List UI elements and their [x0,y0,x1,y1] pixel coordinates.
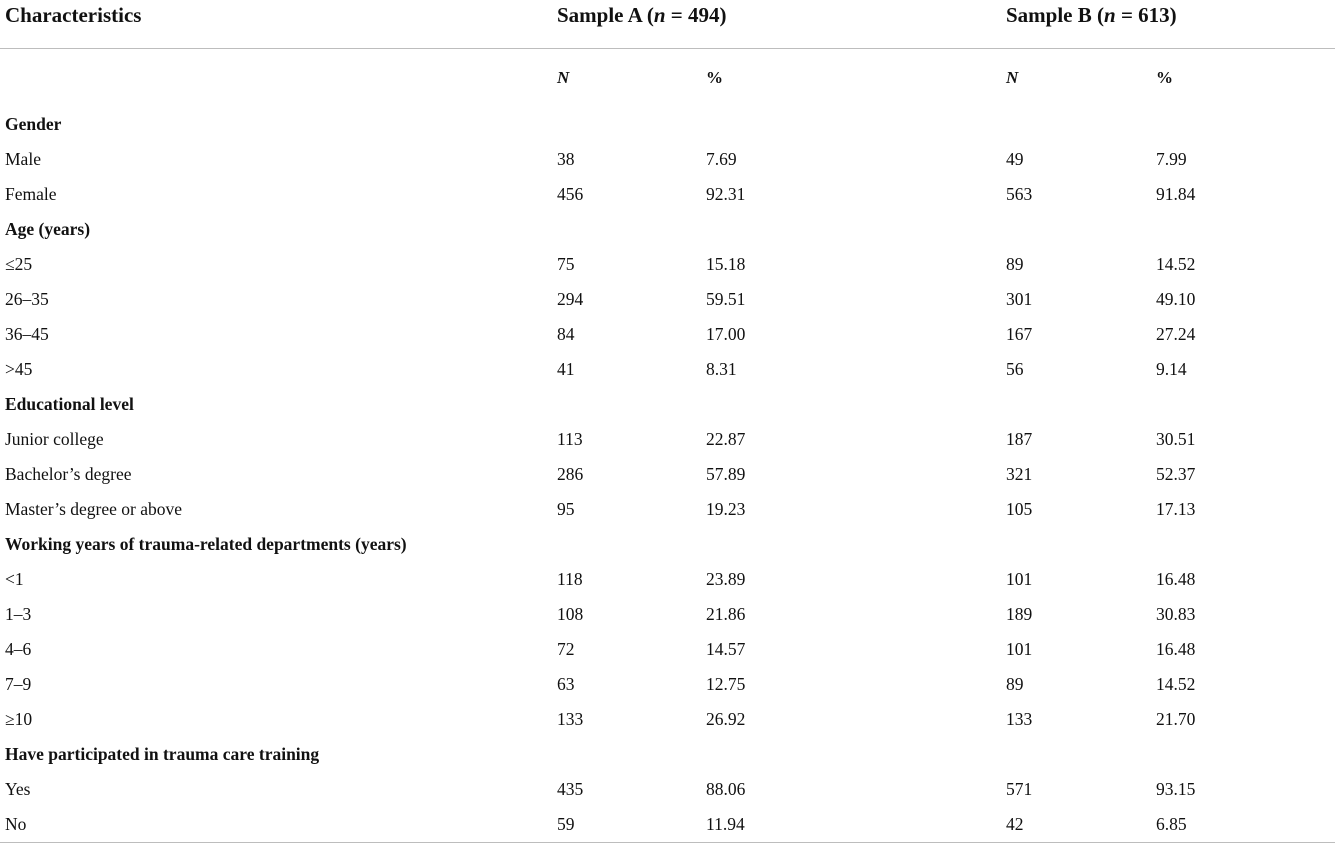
subheader-n-sample-b: N [1006,68,1019,87]
row-label: Yes [5,779,31,799]
table-row [0,353,1335,388]
row-label: 26–35 [5,289,49,309]
row-label: Have participated in trauma care training [5,744,320,764]
sample-b-percent-cell: 14.52 [1156,254,1196,274]
sample-b-percent-cell: 27.24 [1156,324,1196,344]
row-label: 7–9 [5,674,32,694]
sample-b-percent-cell: 49.10 [1156,289,1196,309]
row-label: Junior college [5,429,104,449]
sample-a-percent-cell: 92.31 [706,184,746,204]
sample-b-percent-cell: 7.99 [1156,149,1187,169]
table-group-row [0,213,1335,248]
sample-a-n-cell: 84 [557,324,575,344]
row-label: ≥10 [5,709,33,729]
table-group-row [0,528,1335,563]
sample-b-percent-cell: 30.51 [1156,429,1196,449]
sample-b-percent-cell: 9.14 [1156,359,1187,379]
sample-b-n-cell: 101 [1006,639,1033,659]
sample-a-percent-cell: 8.31 [706,359,737,379]
table-body [0,108,1335,843]
sample-b-n-cell: 56 [1006,359,1024,379]
sample-a-n-cell: 294 [557,289,584,309]
sample-a-percent-cell: 26.92 [706,709,746,729]
table-row [0,493,1335,528]
sample-b-percent-cell: 17.13 [1156,499,1196,519]
sample-a-percent-cell: 21.86 [706,604,746,624]
table-row [0,808,1335,843]
row-label: 1–3 [5,604,32,624]
sample-b-percent-cell: 93.15 [1156,779,1196,799]
sample-a-n-cell: 63 [557,674,575,694]
sample-a-percent-cell: 88.06 [706,779,746,799]
table-subheader-row [0,49,1335,108]
sample-a-n-cell: 456 [557,184,584,204]
sample-b-n-cell: 42 [1006,814,1024,834]
sample-b-percent-cell: 16.48 [1156,639,1196,659]
table-row [0,668,1335,703]
row-label: Male [5,149,41,169]
sample-b-n-cell: 301 [1006,289,1033,309]
row-label: Educational level [5,394,134,414]
table-row [0,283,1335,318]
row-label: 36–45 [5,324,49,344]
row-label: >45 [5,359,33,379]
sample-a-percent-cell: 22.87 [706,429,746,449]
table-row [0,458,1335,493]
sample-a-n-cell: 435 [557,779,584,799]
table-row [0,248,1335,283]
sample-a-percent-cell: 17.00 [706,324,746,344]
sample-a-percent-cell: 19.23 [706,499,746,519]
sample-a-n-cell: 75 [557,254,575,274]
sample-a-percent-cell: 7.69 [706,149,737,169]
sample-a-percent-cell: 12.75 [706,674,746,694]
table-row [0,143,1335,178]
sample-a-percent-cell: 11.94 [706,814,745,834]
sample-b-n-cell: 187 [1006,429,1033,449]
sample-a-n-cell: 133 [557,709,584,729]
sample-a-percent-cell: 57.89 [706,464,746,484]
table-row [0,633,1335,668]
sample-a-n-cell: 41 [557,359,575,379]
header-sample-a: Sample A (n = 494) [557,3,727,27]
table-group-row [0,738,1335,773]
row-label: <1 [5,569,24,589]
sample-a-n-cell: 72 [557,639,575,659]
sample-b-percent-cell: 91.84 [1156,184,1196,204]
sample-b-n-cell: 101 [1006,569,1033,589]
sample-a-n-cell: 113 [557,429,583,449]
sample-a-n-cell: 59 [557,814,575,834]
table-row [0,178,1335,213]
table-row [0,773,1335,808]
row-label: Gender [5,114,62,134]
row-label: 4–6 [5,639,32,659]
row-label: Working years of trauma-related departments (years) [5,534,407,554]
sample-a-n-cell: 286 [557,464,584,484]
sample-a-percent-cell: 23.89 [706,569,746,589]
sample-b-percent-cell: 6.85 [1156,814,1187,834]
sample-a-percent-cell: 59.51 [706,289,746,309]
row-label: Age (years) [5,219,91,239]
sample-b-n-cell: 89 [1006,254,1024,274]
sample-b-percent-cell: 14.52 [1156,674,1196,694]
row-label: Female [5,184,57,204]
table-group-row [0,388,1335,423]
sample-a-n-cell: 38 [557,149,575,169]
sample-b-n-cell: 563 [1006,184,1033,204]
table-row [0,703,1335,738]
sample-b-percent-cell: 16.48 [1156,569,1196,589]
sample-b-percent-cell: 21.70 [1156,709,1196,729]
sample-b-percent-cell: 52.37 [1156,464,1196,484]
table-row [0,598,1335,633]
table-row [0,423,1335,458]
sample-a-n-cell: 108 [557,604,584,624]
subheader-percent-sample-b: % [1156,68,1173,87]
sample-b-n-cell: 49 [1006,149,1024,169]
table-bottom-rule [0,842,1335,843]
sample-a-percent-cell: 14.57 [706,639,746,659]
row-label: ≤25 [5,254,33,274]
table-row [0,563,1335,598]
sample-a-n-cell: 95 [557,499,575,519]
header-sample-b: Sample B (n = 613) [1006,3,1177,27]
sample-b-percent-cell: 30.83 [1156,604,1196,624]
sample-b-n-cell: 89 [1006,674,1024,694]
subheader-percent-sample-a: % [706,68,723,87]
subheader-n-sample-a: N [557,68,570,87]
sample-b-n-cell: 321 [1006,464,1033,484]
sample-b-n-cell: 105 [1006,499,1033,519]
sample-a-percent-cell: 15.18 [706,254,746,274]
sample-b-n-cell: 571 [1006,779,1033,799]
row-label: Bachelor’s degree [5,464,132,484]
table-group-row [0,108,1335,143]
row-label: No [5,814,27,834]
row-label: Master’s degree or above [5,499,183,519]
sample-b-n-cell: 133 [1006,709,1033,729]
sample-b-n-cell: 167 [1006,324,1033,344]
table-header-row [0,0,1335,49]
header-characteristics: Characteristics [5,3,142,27]
sample-a-n-cell: 118 [557,569,583,589]
table-row [0,318,1335,353]
sample-b-n-cell: 189 [1006,604,1033,624]
